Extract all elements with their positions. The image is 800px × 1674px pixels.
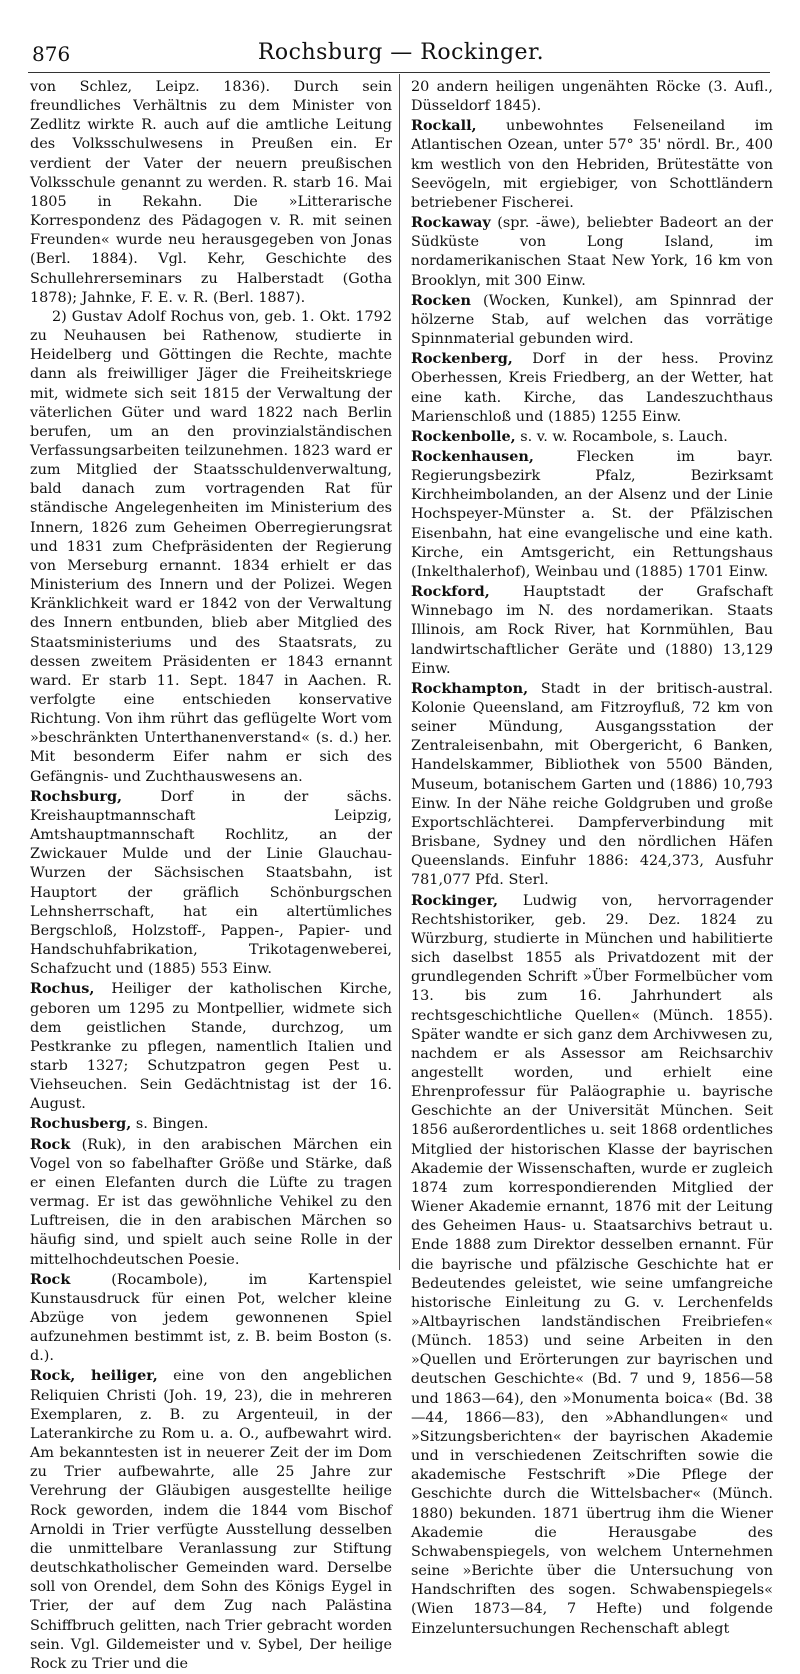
dictionary-entry xyxy=(30,1270,392,1367)
dictionary-entry xyxy=(411,427,773,447)
entry-lemma: Rocken xyxy=(411,291,471,309)
entry-text: (Rocambole), im Kartenspiel Kunstausdruck für einen Pot, welcher kleine Abzüge von jedem gewonnenen Spiel aufzunehmen bestimmt ist, z. B. beim Boston (s. d.). xyxy=(30,1271,393,1365)
entry-lemma: Rockford, xyxy=(411,583,490,601)
entry-text: Flecken im bayr. Regierungsbezirk Pfalz, Bezirksamt Kirchheimbolanden, an der Alsenz und der Linie Hochspeyer-Münster a. St. der Pfälzischen Eisenbahn, hat eine evangelische und eine kath. Kirche, ein Amtsgericht, ein Rettungshaus (Inkelthalerhof), Weinbau und (1885) 1701 Einw. xyxy=(411,448,773,580)
dictionary-entry xyxy=(30,1135,392,1270)
entry-text: Dorf in der hess. Provinz Oberhessen, Kreis Friedberg, an der Wetter, hat eine kath. Kirche, das Landeszuchthaus Marienschloß und (1885) 1255 Einw. xyxy=(411,351,774,425)
entry-lemma: Rockall, xyxy=(411,117,477,135)
entry-lemma: Rock, heiliger, xyxy=(30,1367,158,1385)
entry-lemma: Rock xyxy=(30,1135,71,1153)
entry-text: unbewohntes Felseneiland im Atlantischen Ozean, unter 57° 35' nördl. Br., 400 km westlich von den Hebriden, Brütestätte von Seevögeln, mit ergiebiger, von Schottländern betriebener Fischerei. xyxy=(411,118,773,211)
dictionary-entry xyxy=(411,213,773,291)
page-header xyxy=(32,40,770,72)
entry-text: Hauptstadt der Grafschaft Winnebago im N. des nordamerikan. Staats Illinois, am Rock River, hat Kornmühlen, Bau landwirtschaftlicher Geräte und (1880) 13,129 Einw. xyxy=(411,584,773,677)
dictionary-entry xyxy=(411,349,773,427)
entry-text: (Ruk), in den arabischen Märchen ein Vogel von so fabelhafter Größe und Stärke, daß er einen Elefanten durch die Lüfte zu tragen vermag. Er ist das gewöhnliche Vehikel zu den Luftreisen, die in den arabischen Märchen so häufig sind, und spielt auch seine Rolle in der mittelhochdeutschen Poesie. xyxy=(30,1136,392,1268)
entry-lemma: Rochusberg, xyxy=(30,1115,132,1133)
entry-text: Dorf in der sächs. Kreishauptmannschaft Leipzig, Amtshauptmannschaft Rochlitz, an der Zwickauer Mulde und der Linie Glauchau-Wurzen der Sächsischen Staatsbahn, ist Hauptort der gräflich Schönburgschen Lehnsherrschaft, hat ein altertümliches Bergschloß, Holzstoff-, Pappen-, Papier- und Handschuhfabrikation, Trikotagenweberei, Schafzucht und (1885) 553 Einw. xyxy=(30,788,392,978)
entry-text: Heiliger der katholischen Kirche, geboren um 1295 zu Montpellier, widmete sich dem geistlichen Stande, durchzog, um Pestkranke zu pflegen, namentlich Italien und starb 1327; Schutzpatron gegen Pest u. Viehseuchen. Sein Gedächtnistag ist der 16. August. xyxy=(30,981,392,1113)
entry-text: s. v. w. Rocambole, s. Lauch. xyxy=(520,428,728,445)
dictionary-entry xyxy=(411,78,773,116)
dictionary-entry xyxy=(30,1366,392,1674)
entry-lemma: Rock xyxy=(30,1270,71,1288)
entry-text: eine von den angeblichen Reliquien Christi (Joh. 19, 23), die in mehreren Exemplaren, z. B. zu Argenteuil, in der Laterankirche zu Rom u. a. O., aufbewahrt wird. Am bekanntesten ist in neuerer Zeit der im Dom zu Trier aufbewahrte, alle 25 Jahre zur Verehrung der Gläubigen ausgestellte heilige Rock geworden, indem die 1844 vom Bischof Arnoldi in Trier verfügte Ausstellung desselben die unmittelbare Veranlassung zur Stiftung deutschkatholischer Gemeinden ward. Derselbe soll von Orendel, dem Sohn des Königs Eygel in Trier, der auf dem Zug nach Palästina Schiffbruch gelitten, nach Trier gebracht worden sein. Vgl. Gildemeister und v. Sybel, Der heilige Rock zu Trier und die xyxy=(30,1368,393,1672)
dictionary-entry xyxy=(411,116,773,213)
dictionary-entry xyxy=(30,787,392,980)
left-column xyxy=(30,78,393,1672)
page-number: 876 xyxy=(32,42,71,66)
header-rule xyxy=(28,72,770,73)
dictionary-entry xyxy=(411,679,773,891)
entry-text: s. Bingen. xyxy=(135,1116,209,1133)
entry-text: (spr. -äwe), beliebter Badeort an der Südküste von Long Island, im nordamerikanischen Staat New York, 16 km von Brooklyn, mit 300 Einw. xyxy=(411,215,773,289)
entry-text: Ludwig von, hervorragender Rechtshistoriker, geb. 29. Dez. 1824 zu Würzburg, studierte in München und habilitierte sich daselbst 1855 als Privatdozent mit der grundlegenden Schrift »Über Formelbücher vom 13. bis zum 16. Jahrhundert als rechtsgeschichtliche Quellen« (Münch. 1855). Später wandte er sich ganz dem Archivwesen zu, nachdem er als Assessor am Reichsarchiv angestellt worden, und erhielt eine Ehrenprofessur für Paläographie u. bayrische Geschichte an der Universität München. Seit 1856 außerordentliches u. seit 1868 ordentliches Mitglied der historischen Klasse der bayrischen Akademie der Wissenschaften, wurde er zugleich 1874 zum korrespondierenden Mitglied der Wiener Akademie ernannt, 1876 mit der Leitung des Geheimen Haus- u. Staatsarchivs betraut u. Ende 1888 zum Direktor desselben ernannt. Für die bayrische und pfälzische Geschichte hat er Bedeutendes geleistet, wie seine umfangreiche historische Einleitung zu G. v. Lerchenfelds »Altbayrischen landständischen Freibriefen« (Münch. 1853) und seine Arbeiten in den »Quellen und Erörterungen zur bayrischen und deutschen Geschichte« (Bd. 7 und 9, 1856—58 und 1863—64), den »Monumenta boica« (Bd. 38—44, 1866—83), den »Abhandlungen« und »Sitzungsberichten« der bayrischen Akademie und in verschiedenen Zeitschriften sowie die akademische Festschrift »Die Pflege der Geschichte durch die Wittelsbacher« (Münch. 1880) bekunden. 1871 übertrug ihm die Wiener Akademie die Herausgabe des Schwabenspiegels, von welchem Unternehmen seine »Berichte über die Untersuchung von Handschriften des sogen. Schwabenspiegels« (Wien 1873—84, 7 Hefte) und folgende Einzeluntersuchungen Rechenschaft ablegt xyxy=(411,892,773,1637)
column-divider xyxy=(399,74,400,1270)
dictionary-entry xyxy=(30,1114,392,1134)
entry-lemma: Rochus, xyxy=(30,980,95,998)
entry-text: von Schlez, Leipz. 1836). Durch sein freundliches Verhältnis zu dem Minister von Zedlitz wirkte R. auch auf die amtliche Leitung des Volksschulwesens in Preußen ein. Er verdient der Vater der neuern preußischen Volksschule genannt zu werden. R. starb 16. Mai 1805 in Rekahn. Die »Litterarische Korrespondenz des Pädagogen v. R. mit seinen Freunden« wurde neu herausgegeben von Jonas (Berl. 1884). Vgl. Kehr, Geschichte des Schullehrerseminars zu Halberstadt (Gotha 1878); Jahnke, F. E. v. R. (Berl. 1887). xyxy=(30,79,392,306)
dictionary-entry xyxy=(411,582,773,679)
right-column xyxy=(411,78,774,1637)
entry-lemma: Rockhampton, xyxy=(411,679,529,697)
entry-lemma: Rochsburg, xyxy=(30,787,123,805)
dictionary-entry xyxy=(411,447,773,582)
dictionary-entry xyxy=(411,891,773,1639)
entry-lemma: Rockenberg, xyxy=(411,350,513,368)
entry-text: 2) Gustav Adolf Rochus von, geb. 1. Okt. 1792 zu Neuhausen bei Rathenow, studierte in Heidelberg und Göttingen die Rechte, machte dann als freiwilliger Jäger die Freiheitskriege mit, widmete sich seit 1815 der Verwaltung der väterlichen Güter und ward 1822 nach Berlin berufen, um an den provinzialständischen Verfassungsarbeiten teilzunehmen. 1823 ward er zum Mitglied der Staatsschuldenverwaltung, bald danach zum vortragenden Rat für ständische Angelegenheiten im Ministerium des Innern, 1826 zum Geheimen Oberregierungsrat und 1831 zum Chefpräsidenten der Regierung von Merseburg ernannt. 1834 erhielt er das Ministerium des Innern und der Polizei. Wegen Kränklichkeit ward er 1842 von der Verwaltung des Innern entbunden, blieb aber Mitglied des Staatsministeriums und des Staatsrats, zu dessen zweitem Präsidenten er 1843 ernannt ward. Er starb 11. Sept. 1847 in Aachen. R. verfolgte eine entschieden konservative Richtung. Von ihm rührt das geflügelte Wort vom »beschränkten Unterthanenverstand« (s. d.) her. Mit besonderm Eifer nahm er sich des Gefängnis- und Zuchthauswesens an. xyxy=(30,308,392,785)
dictionary-entry xyxy=(30,308,392,787)
entry-text: 20 andern heiligen ungenähten Röcke (3. Aufl., Düsseldorf 1845). xyxy=(411,79,773,115)
entry-text: (Wocken, Kunkel), am Spinnrad der hölzerne Stab, auf welchen das vorrätige Spinnmaterial gebunden wird. xyxy=(411,292,773,348)
dictionary-entry xyxy=(30,78,392,308)
entry-lemma: Rockaway xyxy=(411,214,491,232)
dictionary-entry xyxy=(30,979,392,1114)
entry-lemma: Rockinger, xyxy=(411,891,498,909)
running-head: Rochsburg — Rockinger. xyxy=(257,40,545,65)
entry-text: Stadt in der britisch-austral. Kolonie Queensland, am Fitzroyfluß, 72 km von seiner Mündung, Ausgangsstation der Zentraleisenbahn, mit Obergericht, 6 Banken, Handelskammer, Bibliothek von 5500 Bänden, Museum, botanischem Garten und (1886) 10,793 Einw. In der Nähe reiche Goldgruben und große Exportschlächterei. Dampferverbindung mit Brisbane, Sydney und den nördlichen Häfen Queenslands. Einfuhr 1886: 424,373, Ausfuhr 781,077 Pfd. Sterl. xyxy=(411,680,773,889)
entry-lemma: Rockenbolle, xyxy=(411,427,516,445)
entry-lemma: Rockenhausen, xyxy=(411,447,534,465)
dictionary-entry xyxy=(411,291,773,349)
